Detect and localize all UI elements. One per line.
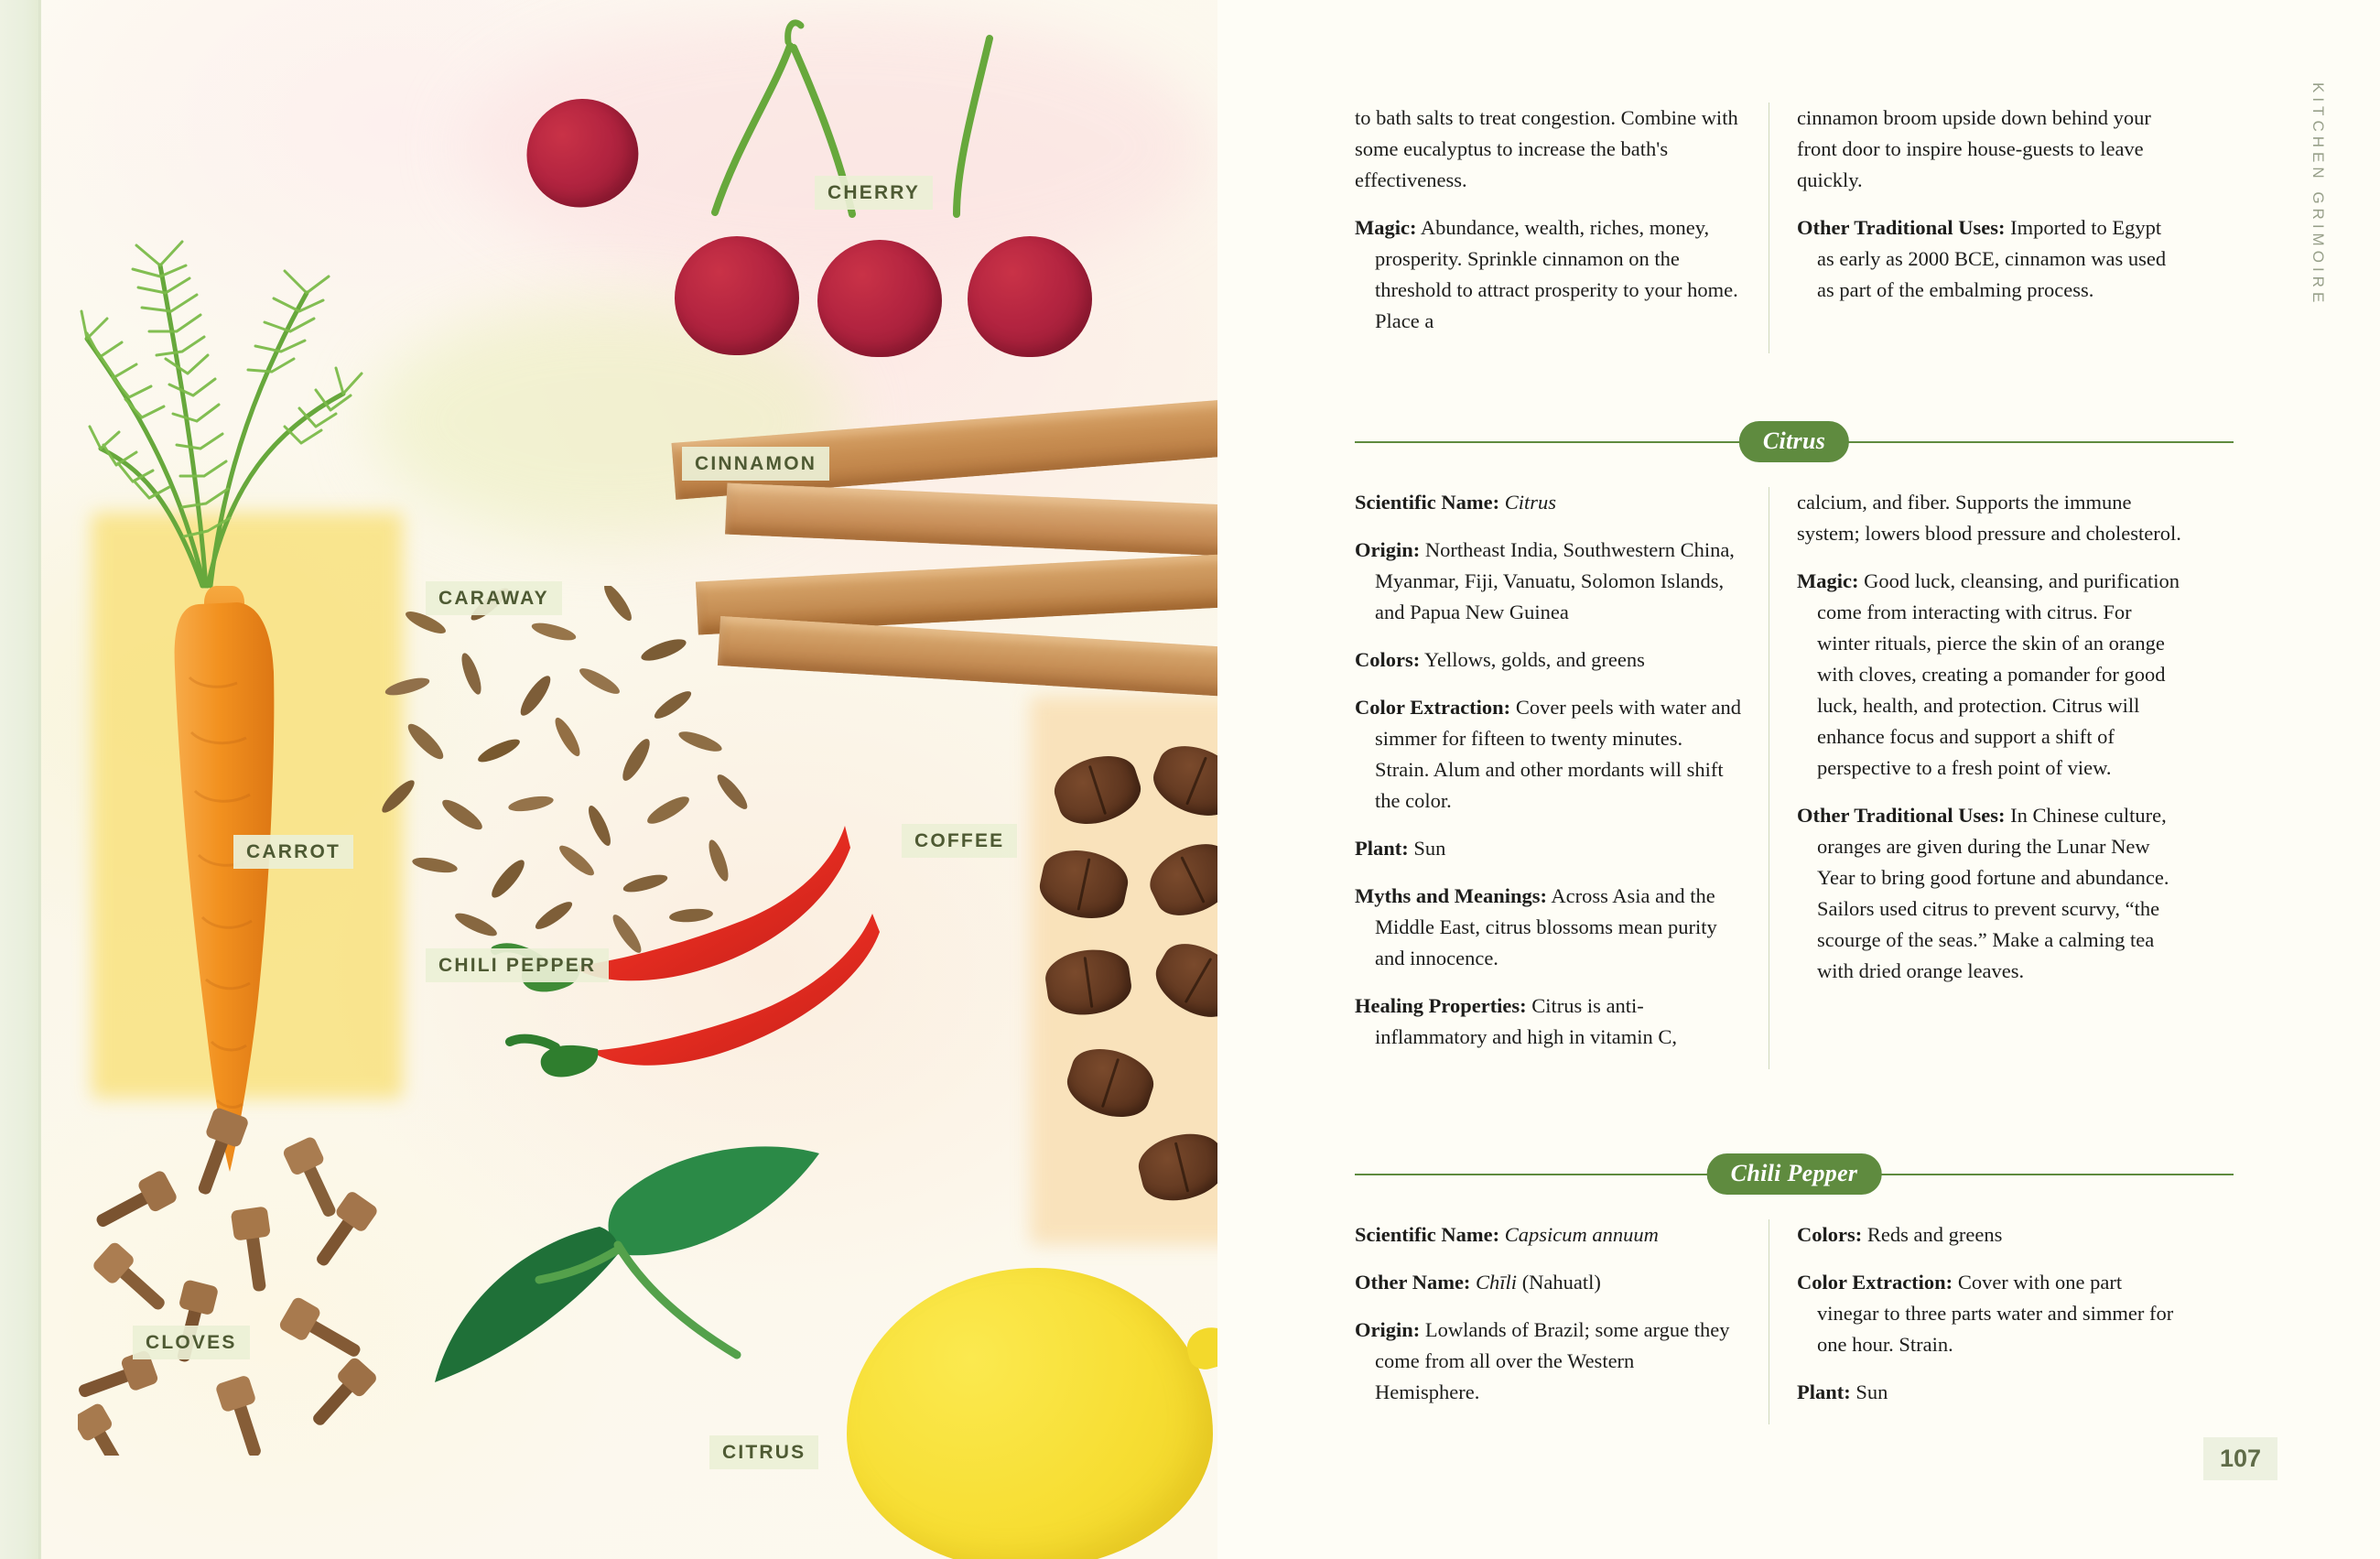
paragraph: Scientific Name: Citrus bbox=[1355, 491, 1556, 514]
paragraph: Healing Properties: Citrus is anti-inflammatory and high in vitamin C, bbox=[1355, 994, 1677, 1048]
page-number: 107 bbox=[2203, 1437, 2277, 1480]
chili-section-header bbox=[1355, 1153, 2234, 1196]
label-citrus: CITRUS bbox=[709, 1435, 818, 1469]
label-cinnamon: CINNAMON bbox=[682, 447, 829, 481]
chili-col-2 bbox=[1769, 1219, 2182, 1424]
page-edge-strip bbox=[0, 0, 42, 1559]
label-coffee: COFFEE bbox=[902, 824, 1017, 858]
paragraph: Scientific Name: Capsicum annuum bbox=[1355, 1223, 1659, 1246]
section-cinnamon-continued bbox=[1355, 103, 2234, 353]
paragraph: Colors: Reds and greens bbox=[1797, 1223, 2003, 1246]
carrot-greens bbox=[50, 37, 481, 623]
label-caraway: CARAWAY bbox=[426, 581, 562, 615]
paragraph: Magic: Good luck, cleansing, and purification come from interacting with citrus. For winter rituals, pierce the skin of an orange with cloves, creating a pomander for good luck, health, and protection. Citrus will enhance focus and support a shift of perspective to a fresh point of view. bbox=[1797, 569, 2180, 779]
cinnamon-col-2 bbox=[1769, 103, 2182, 353]
paragraph: Plant: Sun bbox=[1797, 1380, 1888, 1403]
cherry-middle bbox=[817, 240, 942, 357]
paragraph: Origin: Northeast India, Southwestern China, Myanmar, Fiji, Vanuatu, Solomon Islands, and Papua New Guinea bbox=[1355, 538, 1735, 623]
paragraph: Plant: Sun bbox=[1355, 837, 1446, 860]
illustration-canvas bbox=[41, 0, 1217, 1559]
label-carrot: CARROT bbox=[233, 835, 353, 869]
section-chili-pepper bbox=[1355, 1126, 2234, 1424]
paragraph: Color Extraction: Cover peels with water and simmer for fifteen to twenty minutes. Strain. Alum and other mordants will shift the color. bbox=[1355, 696, 1741, 812]
paragraph: Other Traditional Uses: Imported to Egypt as early as 2000 BCE, cinnamon was used as part of the embalming process. bbox=[1797, 216, 2167, 301]
citrus-col-1 bbox=[1355, 487, 1769, 1069]
paragraph: Colors: Yellows, golds, and greens bbox=[1355, 648, 1645, 671]
section-title: Citrus bbox=[1739, 421, 1849, 462]
citrus-section-header bbox=[1355, 421, 2234, 463]
cinnamon-col-1 bbox=[1355, 103, 1769, 353]
cherry-left bbox=[675, 236, 799, 355]
label-chili-pepper: CHILI PEPPER bbox=[426, 948, 609, 982]
text-page bbox=[1217, 0, 2380, 1559]
text-column-area bbox=[1355, 0, 2234, 1559]
paragraph: cinnamon broom upside down behind your front door to inspire house-guests to leave quickly. bbox=[1797, 106, 2151, 191]
section-title: Chili Pepper bbox=[1707, 1153, 1882, 1195]
paragraph: Other Traditional Uses: In Chinese culture, oranges are given during the Lunar New Year to bring good fortune and abundance. Sailors used citrus to prevent scurvy, “the scourge of the seas.” Make a calming tea with dried orange leaves. bbox=[1797, 804, 2169, 982]
label-cloves: CLOVES bbox=[133, 1326, 250, 1359]
paragraph: calcium, and fiber. Supports the immune system; lowers blood pressure and cholesterol. bbox=[1797, 491, 2181, 545]
section-citrus bbox=[1355, 394, 2234, 1069]
cinnamon-stick-2 bbox=[725, 483, 1217, 558]
paragraph: Myths and Meanings: Across Asia and the Middle East, citrus blossoms mean purity and innocence. bbox=[1355, 884, 1717, 969]
paragraph: Color Extraction: Cover with one part vinegar to three parts water and simmer for one hour. Strain. bbox=[1797, 1271, 2174, 1356]
cherry-right bbox=[968, 236, 1092, 357]
chili-col-1 bbox=[1355, 1219, 1769, 1424]
citrus-col-2 bbox=[1769, 487, 2182, 1069]
label-cherry: CHERRY bbox=[815, 176, 933, 210]
paragraph: Origin: Lowlands of Brazil; some argue they come from all over the Western Hemisphere. bbox=[1355, 1318, 1730, 1403]
running-head: KITCHEN GRIMOIRE bbox=[2310, 82, 2327, 308]
paragraph: to bath salts to treat congestion. Combine with some eucalyptus to increase the bath's effectiveness. bbox=[1355, 106, 1738, 191]
paragraph: Magic: Abundance, wealth, riches, money, prosperity. Sprinkle cinnamon on the threshold to attract prosperity to your home. Place a bbox=[1355, 216, 1738, 332]
paragraph: Other Name: Chīli (Nahuatl) bbox=[1355, 1271, 1601, 1294]
